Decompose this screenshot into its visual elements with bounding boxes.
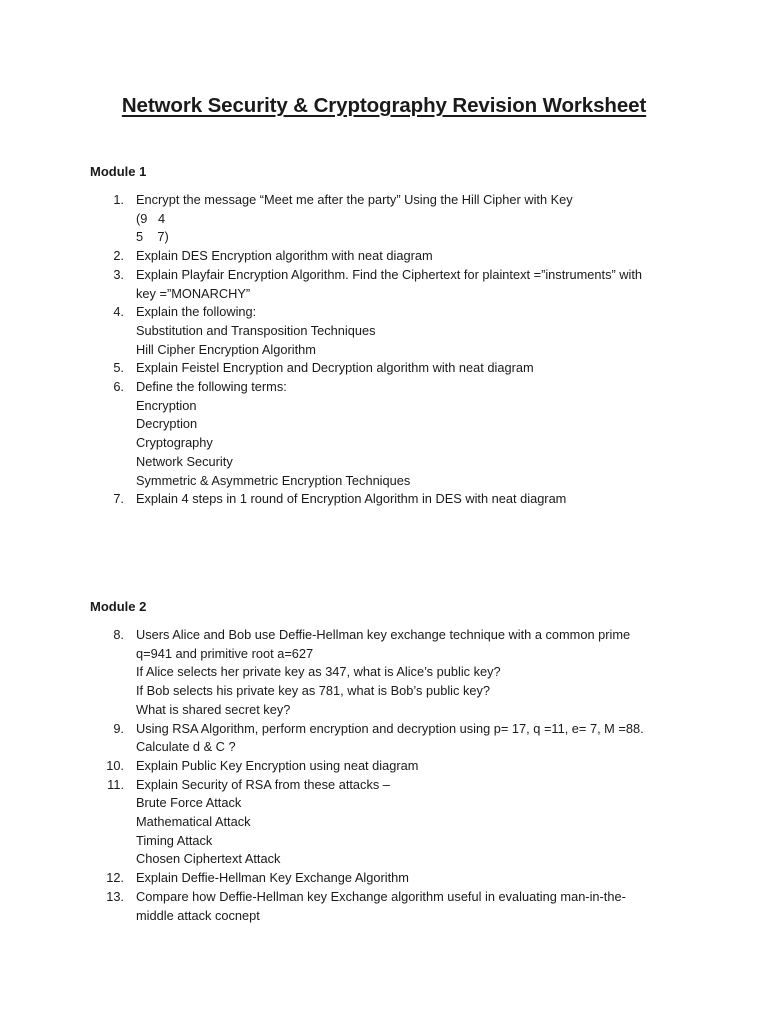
question-subline: If Alice selects her private key as 347, what is Alice’s public key? bbox=[136, 664, 501, 680]
module-2-heading: Module 2 bbox=[90, 599, 147, 614]
question-item bbox=[0, 626, 768, 720]
question-number: 9. bbox=[113, 720, 124, 736]
question-subline: Cryptography bbox=[136, 435, 213, 451]
question-subline: Encryption bbox=[136, 397, 197, 413]
question-number: 7. bbox=[113, 491, 124, 507]
question-number: 12. bbox=[106, 870, 124, 886]
question-subline: 5 7) bbox=[136, 229, 169, 245]
question-number: 6. bbox=[113, 379, 124, 395]
question-item bbox=[0, 720, 768, 757]
module-1-question-list bbox=[0, 191, 768, 509]
question-text: Explain Feistel Encryption and Decryption algorithm with neat diagram bbox=[136, 360, 534, 376]
question-number: 11. bbox=[107, 776, 124, 792]
question-number: 2. bbox=[113, 248, 124, 264]
question-number: 1. bbox=[113, 192, 124, 207]
question-subline: Timing Attack bbox=[136, 832, 213, 848]
question-item bbox=[0, 266, 768, 303]
question-subline: Mathematical Attack bbox=[136, 814, 251, 830]
question-number: 5. bbox=[113, 360, 124, 376]
question-number: 13. bbox=[106, 888, 124, 904]
question-subline: What is shared secret key? bbox=[136, 701, 291, 717]
question-text: Define the following terms: bbox=[136, 379, 287, 395]
question-text: Explain 4 steps in 1 round of Encryption Algorithm in DES with neat diagram bbox=[136, 491, 567, 507]
question-item bbox=[0, 359, 768, 378]
question-subline: (9 4 bbox=[136, 210, 166, 226]
question-text: Using RSA Algorithm, perform encryption and decryption using p= 17, q =11, e= 7, M =88. bbox=[136, 720, 644, 736]
question-item bbox=[0, 888, 768, 925]
question-subline: Brute Force Attack bbox=[136, 795, 242, 811]
question-item bbox=[0, 776, 768, 870]
question-subline: Symmetric & Asymmetric Encryption Techniques bbox=[136, 472, 411, 488]
question-subline: Decryption bbox=[136, 416, 198, 432]
question-text: Explain the following: bbox=[136, 304, 257, 320]
question-item bbox=[0, 378, 768, 490]
question-text: Users Alice and Bob use Deffie-Hellman key exchange technique with a common prime bbox=[136, 627, 631, 642]
question-item bbox=[0, 490, 768, 509]
question-item bbox=[0, 191, 768, 247]
question-number: 4. bbox=[113, 304, 124, 320]
question-subline: Hill Cipher Encryption Algorithm bbox=[136, 341, 316, 357]
question-number: 10. bbox=[106, 757, 124, 773]
question-subline: middle attack cocnept bbox=[136, 907, 260, 923]
question-item bbox=[0, 869, 768, 888]
module-2-question-list bbox=[0, 626, 768, 925]
question-text: Explain Public Key Encryption using neat diagram bbox=[136, 757, 419, 773]
question-number: 8. bbox=[113, 627, 124, 642]
question-item bbox=[0, 247, 768, 266]
question-number: 3. bbox=[113, 266, 124, 282]
question-subline: q=941 and primitive root a=627 bbox=[136, 645, 314, 661]
question-subline: Calculate d & C ? bbox=[136, 739, 236, 755]
module-1-heading: Module 1 bbox=[90, 164, 147, 179]
question-item bbox=[0, 303, 768, 359]
question-subline: Network Security bbox=[136, 453, 233, 469]
question-text: Explain Deffie-Hellman Key Exchange Algorithm bbox=[136, 870, 409, 886]
question-text: Explain Security of RSA from these attacks – bbox=[136, 776, 390, 792]
question-subline: key =”MONARCHY” bbox=[136, 285, 251, 301]
question-subline: Substitution and Transposition Techniques bbox=[136, 322, 376, 338]
question-text: Explain Playfair Encryption Algorithm. Find the Ciphertext for plaintext =”instruments” with bbox=[136, 266, 643, 282]
page-title: Network Security & Cryptography Revision Worksheet bbox=[121, 94, 647, 117]
question-text: Compare how Deffie-Hellman key Exchange algorithm useful in evaluating man-in-the- bbox=[136, 888, 626, 904]
question-item bbox=[0, 757, 768, 776]
question-text: Encrypt the message “Meet me after the party” Using the Hill Cipher with Key bbox=[136, 192, 573, 207]
question-subline: Chosen Ciphertext Attack bbox=[136, 851, 281, 867]
question-text: Explain DES Encryption algorithm with neat diagram bbox=[136, 248, 433, 264]
question-subline: If Bob selects his private key as 781, what is Bob’s public key? bbox=[136, 683, 490, 699]
